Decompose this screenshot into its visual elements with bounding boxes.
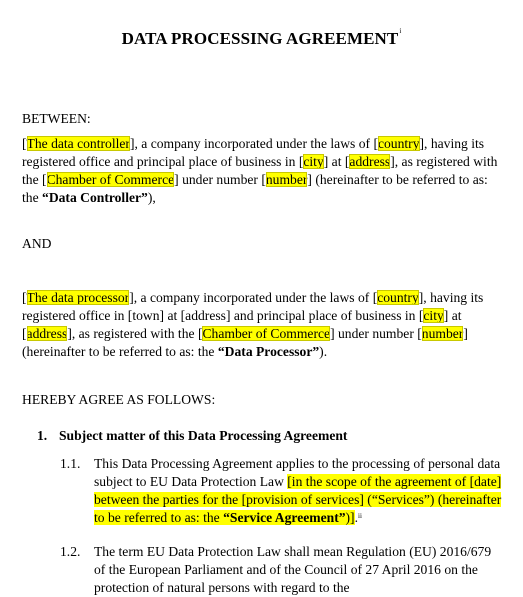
placeholder-address[interactable]: address: [349, 154, 391, 169]
placeholder-data-processor[interactable]: The data processor: [26, 290, 130, 305]
defined-term-data-controller: “Data Controller”: [42, 190, 148, 205]
placeholder-number[interactable]: number: [421, 326, 464, 341]
title-footnote-marker[interactable]: i: [399, 27, 402, 35]
clause-text: This Data Processing Agreement applies to the processing of personal data subject to EU Data Protection Law [in the scope of the agreement of [date] between the parties for the [provision of services] (“Services”) (hereinafter to be referred to as: the “Service Agreement”)].$^{ii}$: [94, 456, 502, 525]
section-number: 1.: [37, 428, 48, 443]
and-label: AND: [22, 236, 52, 251]
placeholder-data-controller[interactable]: The data controller: [26, 136, 130, 151]
defined-term-data-processor: “Data Processor”: [217, 344, 320, 359]
placeholder-country[interactable]: country: [377, 136, 420, 151]
section-title: Subject matter of this Data Processing Agreement: [59, 428, 348, 443]
clause-number: 1.1.: [60, 456, 81, 471]
highlighted-scope-text[interactable]: [in the scope of the agreement of [date] between the parties for the [provision of services] (“Services”) (hereinafter to be referred to as: the “Service Agreement”)]: [94, 474, 502, 525]
placeholder-chamber-of-commerce[interactable]: Chamber of Commerce: [46, 172, 175, 187]
placeholder-city[interactable]: city: [303, 154, 324, 169]
placeholder-chamber-of-commerce[interactable]: Chamber of Commerce: [202, 326, 331, 341]
placeholder-number[interactable]: number: [265, 172, 308, 187]
section-1-heading: [37, 428, 347, 444]
party-processor-paragraph: [The data processor], a company incorporated under the laws of [country], having its registered office in [town] at [address] and principal place of business in [city] at [address], as registered with the [Chamber of Commerce] under number [number] (hereinafter to be referred to as: the “Data Processor”).: [22, 290, 484, 359]
party-controller-paragraph: [The data controller], a company incorporated under the laws of [country], having its registered office and principal place of business in [city] at [address], as registered with the [Chamber of Commerce] under number [number] (hereinafter to be referred to as: the “Data Controller”),: [22, 136, 498, 205]
clause-text: The term EU Data Protection Law shall mean Regulation (EU) 2016/679 of the European Parliament and of the Council of 27 April 2016 on the protection of natural persons with regard to the: [94, 544, 492, 595]
title-text: DATA PROCESSING AGREEMENT: [121, 29, 399, 48]
placeholder-country[interactable]: country: [377, 290, 419, 305]
between-label: BETWEEN:: [22, 111, 91, 126]
placeholder-address[interactable]: address: [26, 326, 68, 341]
defined-term-service-agreement: “Service Agreement”: [223, 510, 346, 525]
clause-number: 1.2.: [60, 544, 81, 559]
document-title: [0, 29, 523, 49]
hereby-agree-label: HEREBY AGREE AS FOLLOWS:: [22, 392, 216, 407]
footnote-marker[interactable]: ii: [358, 512, 362, 520]
placeholder-city[interactable]: city: [423, 308, 444, 323]
